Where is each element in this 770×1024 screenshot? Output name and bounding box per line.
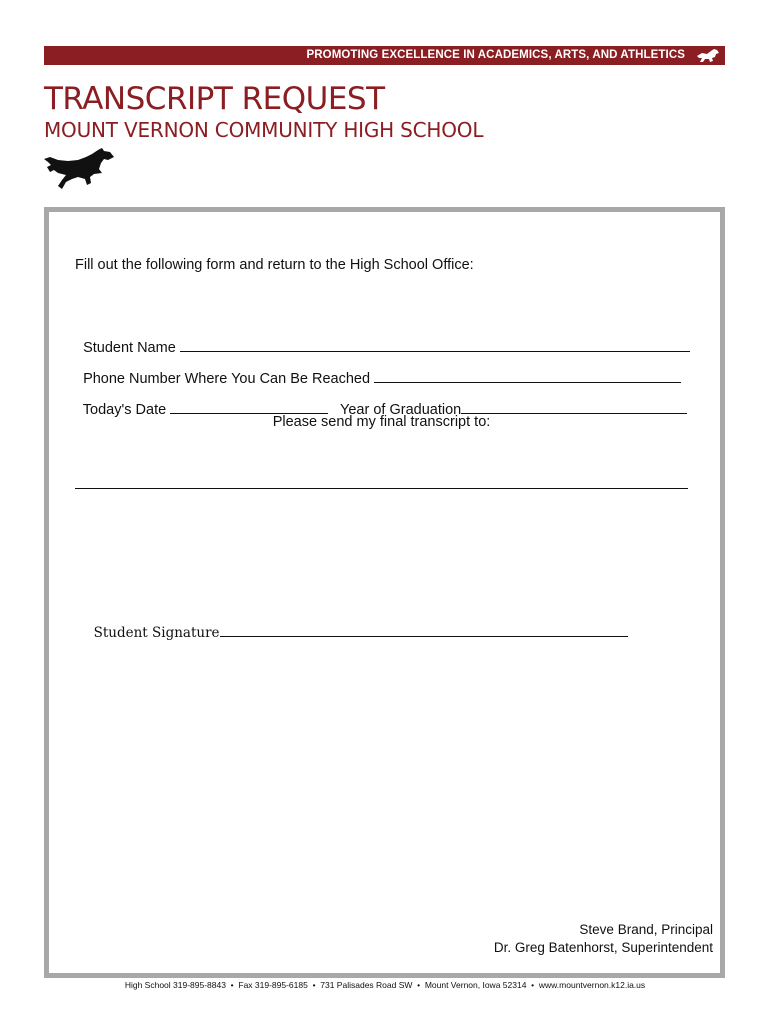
banner-tagline: PROMOTING EXCELLENCE IN ACADEMICS, ARTS, AND ATHLETICS <box>306 49 685 61</box>
date-field[interactable] <box>170 399 328 414</box>
date-label: Today's Date <box>82 402 167 418</box>
signature-label: Student Signature <box>93 625 220 641</box>
send-to-label: Please send my final transcript to: <box>272 414 491 430</box>
send-to-address-field[interactable] <box>75 488 688 489</box>
signature-field[interactable] <box>220 622 628 637</box>
graduation-field[interactable] <box>461 399 687 414</box>
superintendent-name: Dr. Greg Batenhorst, Superintendent <box>493 940 713 955</box>
mustang-icon <box>44 148 116 190</box>
principal-name: Steve Brand, Principal <box>579 922 713 937</box>
mustang-icon <box>695 47 721 64</box>
phone-label: Phone Number Where You Can Be Reached <box>83 371 371 387</box>
graduation-label: Year of Graduation <box>340 402 462 418</box>
student-name-label: Student Name <box>83 340 176 356</box>
signature-row <box>85 604 628 642</box>
footer-contact: High School 319-895-8843 • Fax 319-895-6185 • 731 Palisades Road SW • Mount Vernon, Iowa 52314 • www.mountvernon.k12.ia.us <box>124 980 646 990</box>
form-instructions: Fill out the following form and return to the High School Office: <box>75 257 474 273</box>
school-name: MOUNT VERNON COMMUNITY HIGH SCHOOL <box>44 118 484 142</box>
header-banner <box>44 46 725 65</box>
page-title: TRANSCRIPT REQUEST <box>44 81 385 117</box>
